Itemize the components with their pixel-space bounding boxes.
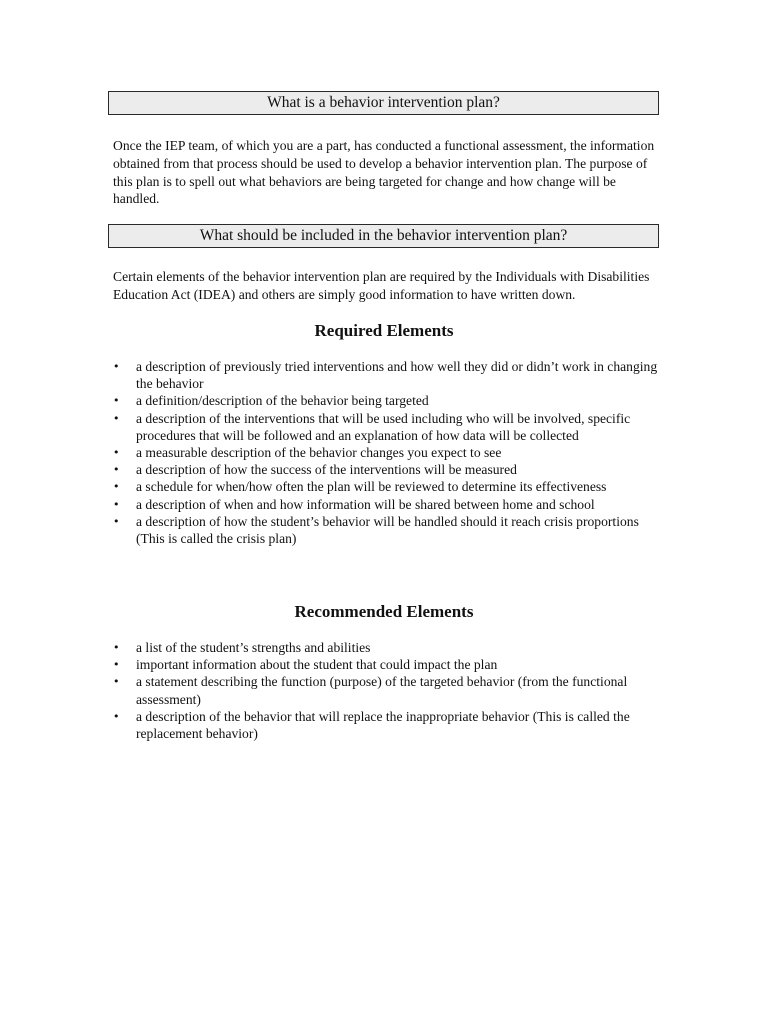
list-item-text: a description of previously tried interventions and how well they did or didn’t work in changing the behavior xyxy=(136,359,658,392)
list-item xyxy=(113,513,661,547)
list-item xyxy=(113,673,661,707)
list-item xyxy=(113,496,661,513)
list-item-text: a description of when and how information will be shared between home and school xyxy=(136,496,595,512)
list-item-text: a description of how the success of the interventions will be measured xyxy=(136,462,517,478)
bullet-icon: • xyxy=(113,446,120,460)
required-elements-list xyxy=(113,358,661,547)
section-heading-what-included: What should be included in the behavior intervention plan? xyxy=(108,224,659,248)
list-item-text: a schedule for when/how often the plan will be reviewed to determine its effectiveness xyxy=(136,479,607,495)
list-item-text: a description of the interventions that will be used including who will be involved, specific procedures that will be followed and an explanation of how data will be collected xyxy=(136,410,631,443)
list-item xyxy=(113,461,661,478)
bullet-icon: • xyxy=(113,641,120,654)
list-item xyxy=(113,410,661,444)
bullet-icon: • xyxy=(113,480,120,494)
list-item-text: a statement describing the function (purpose) of the targeted behavior (from the functional assessment) xyxy=(136,674,628,707)
bullet-icon: • xyxy=(113,394,120,408)
list-item xyxy=(113,444,661,461)
bullet-icon: • xyxy=(113,360,120,373)
bullet-icon: • xyxy=(113,675,120,689)
elements-paragraph: Certain elements of the behavior intervention plan are required by the Individuals with Disabilities Education Act (IDEA) and others are simply good information to have written down. xyxy=(113,269,650,302)
bullet-icon: • xyxy=(113,709,120,723)
bullet-icon: • xyxy=(113,411,120,425)
list-item-text: important information about the student that could impact the plan xyxy=(136,657,498,673)
list-item xyxy=(113,639,661,656)
bullet-icon: • xyxy=(113,463,120,477)
bullet-icon: • xyxy=(113,658,120,672)
list-item-text: a description of the behavior that will replace the inappropriate behavior (This is called the replacement behavior) xyxy=(136,708,630,742)
list-item xyxy=(113,358,661,392)
list-item xyxy=(113,708,661,742)
recommended-elements-title: Recommended Elements xyxy=(294,602,474,621)
list-item-text: a description of how the student’s behavior will be handled should it reach crisis proportions (This is called the crisis plan) xyxy=(136,513,639,547)
required-elements-title: Required Elements xyxy=(314,321,454,340)
list-item xyxy=(113,656,661,673)
intro-paragraph: Once the IEP team, of which you are a part, has conducted a functional assessment, the information obtained from that process should be used to develop a behavior intervention plan. The purpose of this plan is to spell out what behaviors are being targeted for change and how change will be handled. xyxy=(113,138,655,207)
bullet-icon: • xyxy=(113,514,120,528)
list-item xyxy=(113,392,661,409)
section-heading-what-is: What is a behavior intervention plan? xyxy=(108,91,659,115)
list-item-text: a definition/description of the behavior being targeted xyxy=(136,393,429,409)
list-item xyxy=(113,478,661,495)
list-item-text: a measurable description of the behavior changes you expect to see xyxy=(136,445,502,461)
recommended-elements-list xyxy=(113,639,661,742)
bullet-icon: • xyxy=(113,497,120,511)
list-item-text: a list of the student’s strengths and abilities xyxy=(136,640,371,655)
